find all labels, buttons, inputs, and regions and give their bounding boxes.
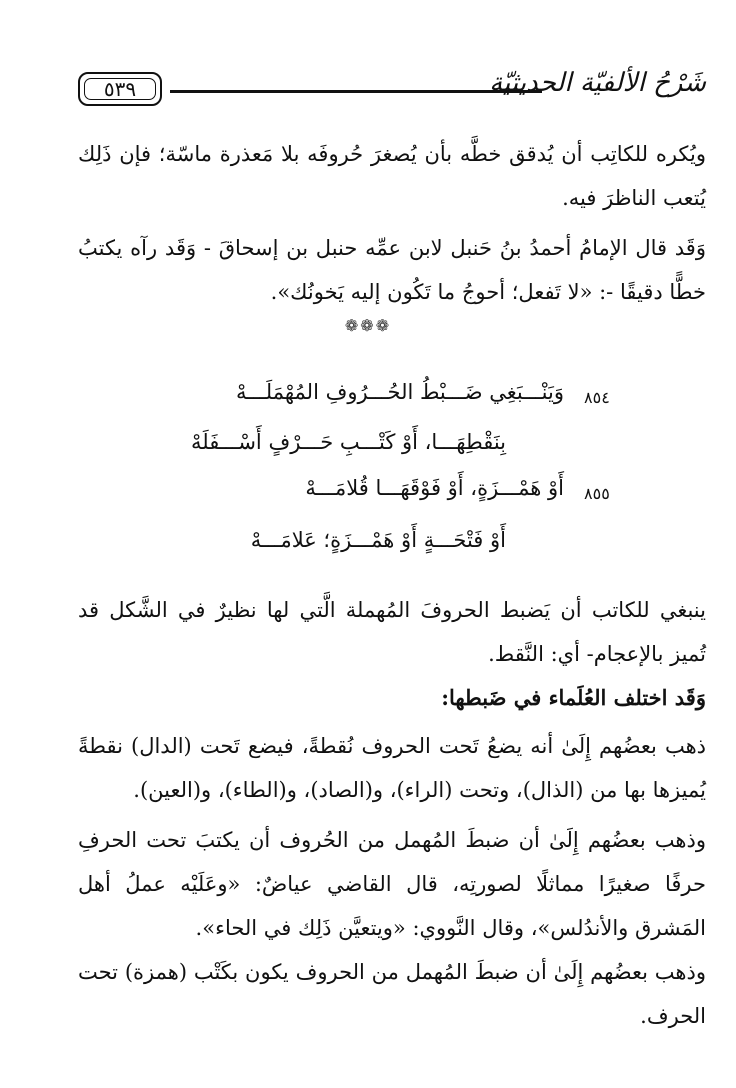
- page-number: ٥٣٩: [103, 77, 137, 101]
- paragraph-4: ذهب بعضُهم إِلَىٰ أنه يضعُ تَحت الحروف نُقطةً، فيضع تَحت (الدال) نقطةً يُميزها بها من (الذال)، وتحت (الراء)، و(الصاد)، و(الطاء)، و(العين).: [78, 734, 706, 802]
- book-title: شَرْحُ الألفيّة الحديثيّة: [489, 68, 706, 98]
- header-rule: [170, 90, 542, 93]
- verse-number-854: ٨٥٤: [584, 388, 610, 407]
- verse-number-855: ٨٥٥: [584, 484, 610, 503]
- paragraph-3: ينبغي للكاتب أن يَضبط الحروفَ المُهملة الَّتي لها نظيرٌ في الشَّكل قد تُميز بالإعجام- أي: النَّقط.: [78, 598, 706, 666]
- page-header: [78, 70, 706, 114]
- section-divider-ornament: ❁❁❁: [344, 316, 392, 335]
- verse-855-line-2: أَوْ فَتْحَـــةٍ أَوْ هَمْـــزَةٍ؛ عَلامَـــهْ: [250, 528, 506, 552]
- paragraph-2: وَقَد قال الإمامُ أحمدُ بنُ حَنبل لابن عمِّه حنبل بن إسحاقَ - وَقَد رآه يكتبُ خطًّا دقيقًا -: «لا تَفعل؛ أحوجُ ما تَكُون إليه يَخونُك».: [78, 236, 706, 304]
- page-number-frame: [78, 72, 162, 106]
- verse-854-line-1: وَيَنْـــبَغِي ضَـــبْطُ الحُـــرُوفِ المُهْمَلَـــهْ: [236, 380, 564, 404]
- paragraph-1: ويُكره للكاتِب أن يُدقق خطَّه بأن يُصغرَ حُروفَه بلا مَعذرة ماسّة؛ فإن ذَلِك يُتعب الناظرَ فيه.: [78, 142, 706, 210]
- verse-855-line-1: أَوْ هَمْـــزَةٍ، أَوْ فَوْقَهَـــا قُلامَـــهْ: [305, 476, 564, 500]
- section-heading: وَقَد اختلف العُلَماء في ضَبطها:: [441, 685, 706, 710]
- paragraph-5: وذهب بعضُهم إِلَىٰ أن ضبطَ المُهمل من الحُروف أن يكتبَ تحت الحرفِ حرفًا صغيرًا مماثلًا لصورتِه، قال القاضي عياضٌ: «وعَلَيْه عملُ أهل المَشرق والأندُلس»، وقال النَّووي: «ويتعيَّن ذَلِك في الحاء».: [78, 828, 706, 940]
- paragraph-6: وذهب بعضُهم إِلَىٰ أن ضبطَ المُهمل من الحروف يكون بكَتْب (همزة) تحت الحرف.: [78, 960, 706, 1028]
- verse-854-line-2: بِنَقْطِهَـــا، أَوْ كَتْـــبِ حَـــرْفٍ أَسْـــفَلَهْ: [191, 430, 506, 454]
